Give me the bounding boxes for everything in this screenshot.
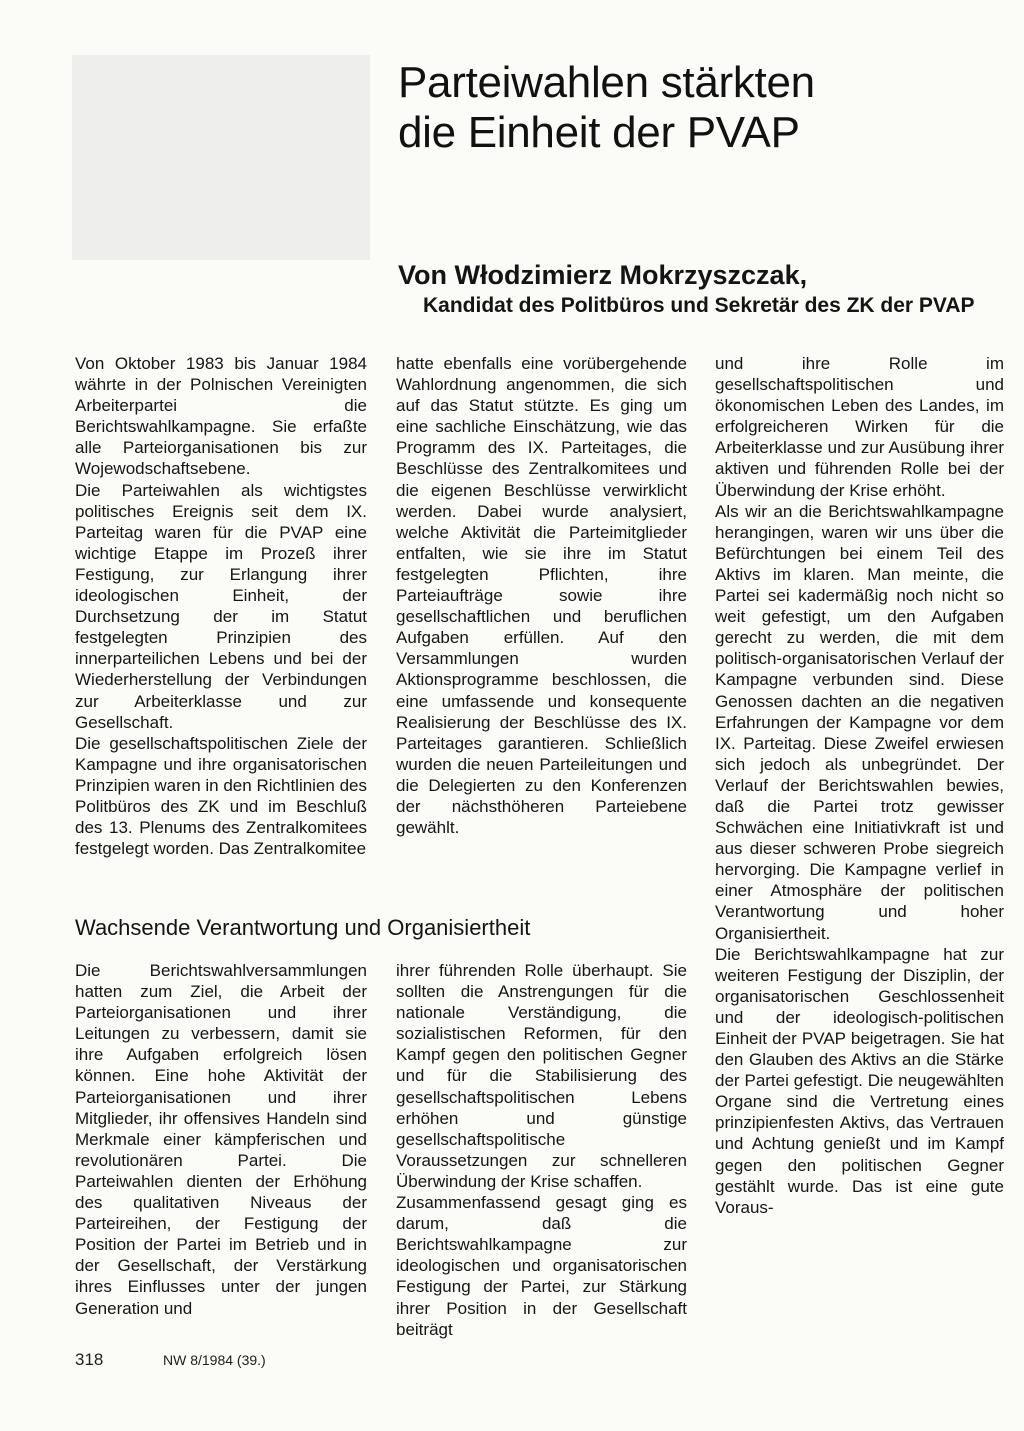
paragraph: und ihre Rolle im gesellschaftspolitischen und ökonomischen Leben des Landes, im erfolgreicheren Wirken für die Arbeiterklasse und zur Ausübung ihrer aktiven und führenden Rolle bei der Überwindung der Krise erhöht. xyxy=(715,354,1004,500)
paragraph: hatte ebenfalls eine vorübergehende Wahlordnung angenommen, die sich auf das Statut stützte. Es ging um eine sachliche Einschätzung, wie das Programm des IX. Parteitages, die Beschlüsse des Zentralkomitees und die eigenen Beschlüsse verwirklicht werden. Dabei wurde analysiert, welche Aktivität die Parteimitglieder entfalten, wie sie ihre im Statut festgelegten Pflichten, ihre Parteiaufträge sowie ihre gesellschaftlichen und beruflichen Aufgaben erfüllen. Auf den Versammlungen wurden Aktionsprogramme beschlossen, die eine umfassende und konsequente Realisierung der Beschlüsse des IX. Parteitages garantieren. Schließlich wurden die neuen Parteileitungen und die Delegierten zu den Konferenzen der nächsthöheren Parteiebene gewählt. xyxy=(396,354,687,838)
byline xyxy=(398,258,998,320)
paragraph: Von Oktober 1983 bis Januar 1984 währte in der Polnischen Vereinigten Arbeiterpartei die Berichtswahlkampagne. Sie erfaßte alle Parteiorganisationen bis zur Wojewodschaftsebene. xyxy=(75,354,367,479)
issue-reference: NW 8/1984 (39.) xyxy=(163,1352,266,1368)
section-heading: Wachsende Verantwortung und Organisiertheit xyxy=(75,915,531,940)
text-column-1 xyxy=(75,353,367,859)
faded-photo-placeholder xyxy=(72,55,370,260)
paragraph: Die Berichtswahlkampagne hat zur weiteren Festigung der Disziplin, der organisatorischen Geschlossenheit und der ideologisch-politischen Einheit der PVAP beigetragen. Sie hat den Glauben des Aktivs an die Stärke der Partei gefestigt. Die neugewählten Organe sind die Vertretung eines prinzipienfesten Aktivs, das Vertrauen und Achtung genießt und im Kampf gegen den politischen Gegner gestählt wurde. Das ist eine gute Voraus- xyxy=(715,944,1004,1217)
paragraph: Die Parteiwahlen als wichtigstes politisches Ereignis seit dem IX. Parteitag waren für die PVAP eine wichtige Etappe im Prozeß ihrer Festigung, zur Erlangung ihrer ideologischen Einheit, der Durchsetzung der im Statut festgelegten Prinzipien des innerparteilichen Lebens und bei der Wiederherstellung der Verbindungen zur Arbeiterklasse und zur Gesellschaft. xyxy=(75,480,367,732)
text-column-4 xyxy=(75,960,367,1319)
page-number: 318 xyxy=(75,1350,104,1369)
author-name: Von Włodzimierz Mokrzyszczak, xyxy=(398,260,808,290)
article-title-line-1: Parteiwahlen stärkten xyxy=(398,58,815,107)
article-title xyxy=(398,58,998,158)
paragraph: ihrer führenden Rolle überhaupt. Sie sollten die Anstrengungen für die nationale Verständigung, die sozialistischen Reformen, für den Kampf gegen den politischen Gegner und für die Stabilisierung des gesellschaftspolitischen Lebens erhöhen und günstige gesellschaftspolitische Voraussetzungen zur schnelleren Überwindung der Krise schaffen. xyxy=(396,961,687,1191)
text-column-2 xyxy=(396,353,687,838)
paragraph: Die Berichtswahlversammlungen hatten zum Ziel, die Arbeit der Parteiorganisationen und ihrer Leitungen zu verbessern, damit sie ihre Aufgaben erfolgreich lösen können. Eine hohe Aktivität der Parteiorganisationen und ihrer Mitglieder, ihr offensives Handeln sind Merkmale einer kämpferischen und revolutionären Partei. Die Parteiwahlen dienten der Erhöhung des qualitativen Niveaus der Parteireihen, der Festigung der Position der Partei im Betrieb und in der Gesellschaft, der Verstärkung ihres Einflusses unter der jungen Generation und xyxy=(75,961,367,1318)
author-role: Kandidat des Politbüros und Sekretär des ZK der PVAP xyxy=(423,294,975,317)
article-title-line-2: die Einheit der PVAP xyxy=(398,108,800,157)
paragraph: Zusammenfassend gesagt ging es darum, daß die Berichtswahlkampagne zur ideologischen und organisatorischen Festigung der Partei, zur Stärkung ihrer Position in der Gesellschaft beiträgt xyxy=(396,1193,687,1339)
text-column-5 xyxy=(396,960,687,1340)
paragraph: Als wir an die Berichtswahlkampagne herangingen, waren wir uns über die Befürchtungen bei einem Teil des Aktivs im klaren. Man meinte, die Partei sei kadermäßig noch nicht so weit gefestigt, um den Aufgaben gerecht zu werden, die mit dem politisch-organisatorischen Verlauf der Kampagne verbunden sind. Diese Genossen dachten an die negativen Erfahrungen der Kampagne vor dem IX. Parteitag. Diese Zweifel erwiesen sich jedoch als unbegründet. Der Verlauf der Berichtswahlen bewies, daß die Partei trotz gewisser Schwächen eine Initiativkraft ist und aus dieser schweren Probe siegreich hervorging. Die Kampagne verlief in einer Atmosphäre der politischen Verantwortung und hoher Organisiertheit. xyxy=(715,501,1004,943)
text-column-3 xyxy=(715,353,1004,1218)
paragraph: Die gesellschaftspolitischen Ziele der Kampagne und ihre organisatorischen Prinzipien waren in den Richtlinien des Politbüros des ZK und im Beschluß des 13. Plenums des Zentralkomitees festgelegt worden. Das Zentralkomitee xyxy=(75,733,367,859)
